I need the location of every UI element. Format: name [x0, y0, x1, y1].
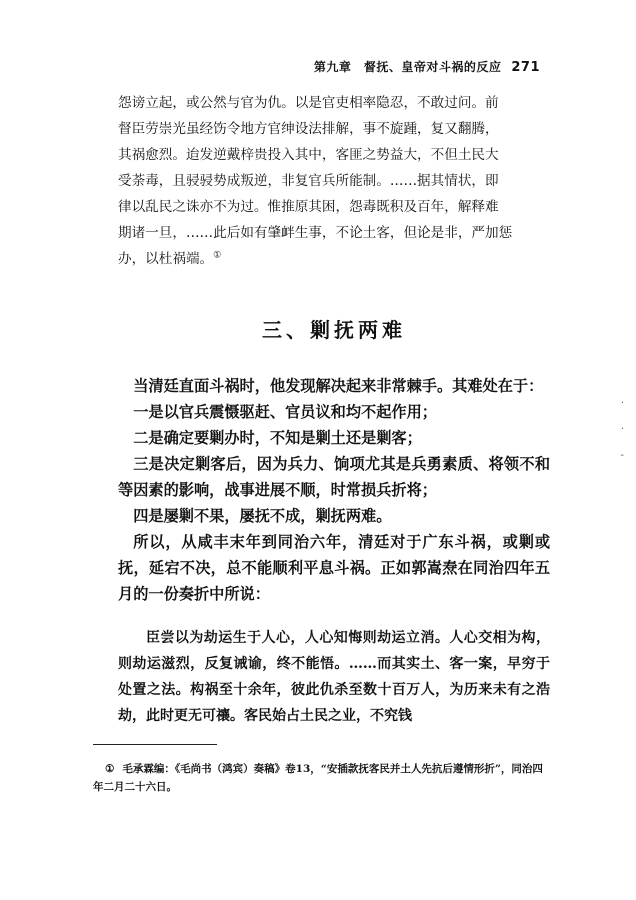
body-paragraph: 所以，从咸丰末年到同治六年，清廷对于广东斗祸，或剿或抚，延宕不决，总不能顺利平息斗祸。正如郭嵩焘在同治四年五月的一份奏折中所说：: [118, 533, 550, 603]
running-head: [314, 58, 540, 75]
chapter-title: 第九章 督抚、皇帝对斗祸的反应: [313, 60, 502, 74]
footnote-divider: [93, 744, 217, 745]
quote-line: 期诸一旦，……此后如有肇衅生事，不论土客，但论是非，严加惩: [118, 225, 513, 241]
margin-mark: ·: [620, 398, 624, 409]
quote-line: 督臣劳崇光虽经饬令地方官绅设法排解，事不旋踵，复又翻腾，: [118, 121, 499, 137]
quote-line: 律以乱民之诛亦不为过。惟推原其困，怨毒既积及百年，解释难: [118, 199, 499, 215]
margin-mark: ·: [620, 424, 624, 435]
quote-line: 怨谤立起，或公然与官为仇。以是官吏相率隐忍，不敢过问。前: [118, 95, 499, 111]
body-paragraph: 四是屡剿不果，屡抚不成，剿抚两难。: [133, 507, 392, 525]
footnote: [93, 760, 550, 796]
quote-line-last: [118, 246, 550, 272]
margin-mark: -: [620, 450, 624, 461]
quote-line: 受荼毒，且骎骎势成叛逆，非复官兵所能制。……据其情状，即: [118, 173, 499, 189]
section-heading: 三、剿抚两难: [262, 318, 406, 342]
footnote-number: ①: [105, 763, 115, 775]
body-paragraph: 二是确定要剿办时，不知是剿土还是剿客；: [133, 429, 422, 447]
page-number: 271: [511, 60, 540, 75]
block-quote-bottom: [118, 625, 550, 729]
body-text: [118, 373, 550, 607]
footnote-text: 毛承霖编：《毛尚书（鸿宾）奏稿》卷13，“安插款抚客民并土人先抗后遵情形折”，同治四年二月二十六日。: [93, 763, 543, 793]
block-quote-top: [118, 90, 550, 272]
body-paragraph: 当清廷直面斗祸时，他发现解决起来非常棘手。其难处在于：: [133, 377, 544, 395]
body-paragraph: 一是以官兵震慑驱赶、官员议和均不起作用；: [133, 403, 437, 421]
quote-line: 其祸愈烈。迨发逆戴梓贵投入其中，客匪之势益大，不但土民大: [118, 147, 499, 163]
footnote-marker[interactable]: ①: [213, 250, 222, 261]
quote-line: 办，以杜祸端。: [118, 251, 214, 267]
quote-paragraph: 臣尝以为劫运生于人心，人心知悔则劫运立消。人心交相为构，则劫运滋烈，反复诫谕，终不能悟。……而其实土、客一案，早穷于处置之法。构祸至十余年，彼此仇杀至数十百万人，为历来未有之浩劫，此时更无可禳。客民始占土民之业，不究钱: [118, 630, 550, 724]
body-paragraph: 三是决定剿客后，因为兵力、饷项尤其是兵勇素质、将领不和等因素的影响，战事进展不顺，时常损兵折将；: [118, 455, 550, 499]
